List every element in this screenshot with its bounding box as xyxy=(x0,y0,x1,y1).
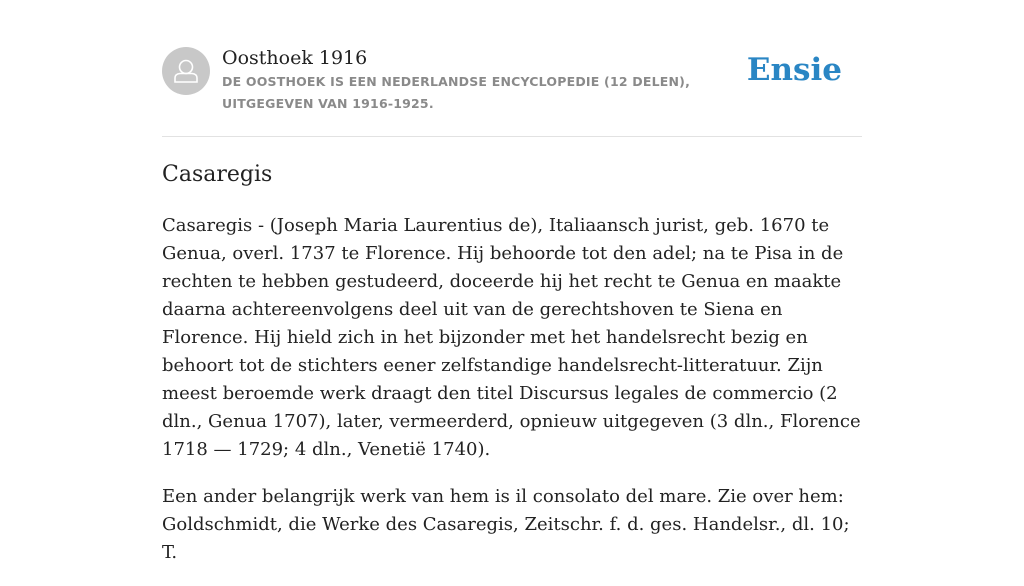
entry-paragraph: Een ander belangrijk werk van hem is il consolato del mare. Zie over hem: Goldschmidt, die Werke des Casaregis, Zeitschr. f. d. ges. Handelsr., dl. 10; T. xyxy=(162,486,850,563)
entry-body xyxy=(162,212,862,586)
user-silhouette-icon xyxy=(162,47,210,95)
source-description: DE OOSTHOEK IS EEN NEDERLANDSE ENCYCLOPEDIE (12 DELEN), UITGEGEVEN VAN 1916-1925. xyxy=(222,74,691,111)
page-container xyxy=(162,0,862,563)
entry-paragraph: Casaregis - (Joseph Maria Laurentius de), Italiaansch jurist, geb. 1670 te Genua, overl. 1737 te Florence. Hij behoorde tot den adel; na te Pisa in de rechten te hebben gestudeerd, doceerde hij het recht te Genua en maakte daarna achtereenvolgens deel uit van de gerechtshoven te Siena en Florence. Hij hield zich in het bijzonder met het handelsrecht bezig en behoort tot de stichters eener zelfstandige handelsrecht-litteratuur. Zijn meest beroemde werk draagt den titel Discursus legales de commercio (2 dln., Genua 1707), later, vermeerderd, opnieuw uitgegeven (3 dln., Florence 1718 — 1729; 4 dln., Venetië 1740). xyxy=(162,215,861,460)
source-avatar[interactable] xyxy=(162,47,210,95)
source-header xyxy=(162,0,862,137)
ensie-logo[interactable]: Ensie xyxy=(746,52,842,88)
entry-title: Casaregis xyxy=(162,162,273,187)
source-title[interactable]: Oosthoek 1916 xyxy=(222,47,368,69)
